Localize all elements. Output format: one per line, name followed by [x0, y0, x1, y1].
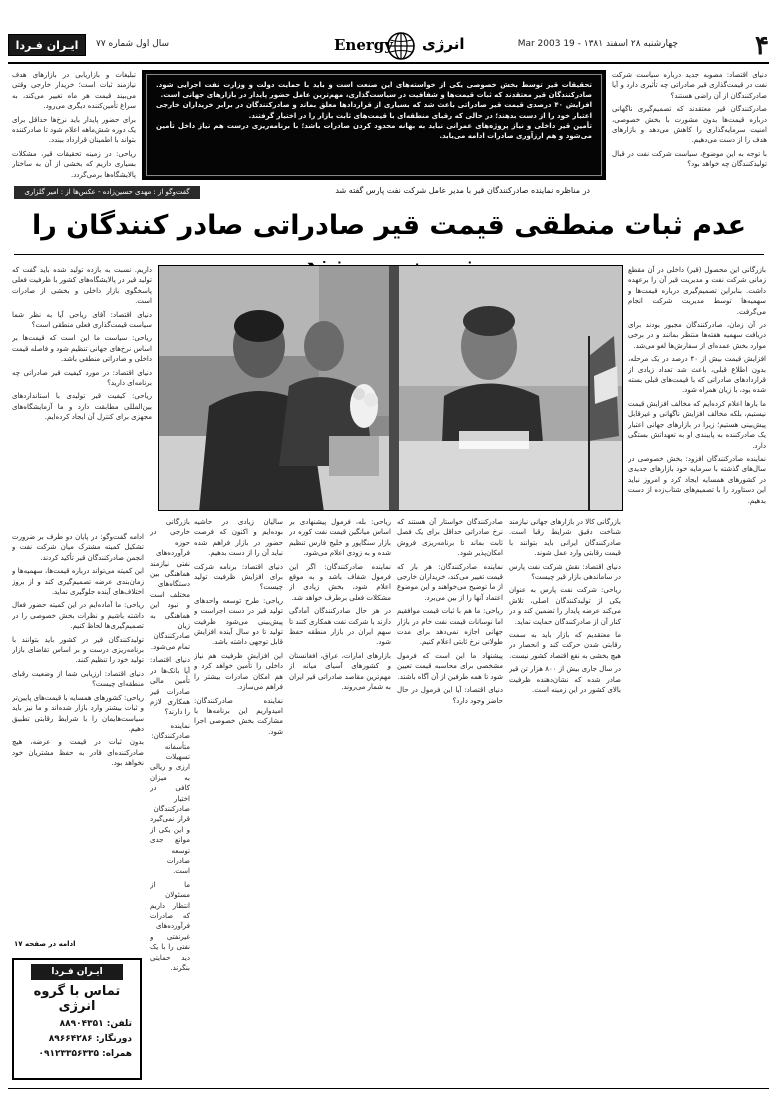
paragraph: تبلیغات و بازاریابی در بازارهای هدف نیازمند ثبات است؛ خریدار خارجی وقتی می‌بیند قیمت هر ماه تغییر می‌کند، به سراغ تأمین‌کننده دیگری می‌رود. [12, 71, 136, 111]
paragraph: ریاحی: شرکت نفت پارس به عنوان یکی از تولیدکنندگان اصلی، تلاش می‌کند عرضه پایدار را تضمین کند و در کنار آن از صادرکنندگان حمایت نماید. [509, 586, 621, 626]
page-number: ۴ [755, 31, 769, 61]
contact-title: تماس با گروه انرژی [33, 984, 121, 1014]
paragraph: تولیدکنندگان قیر در کشور باید بتوانند با برنامه‌ریزی درست و بر اساس تقاضای بازار تولید خود را تنظیم کنند. [12, 635, 144, 665]
paragraph: ریاحی: سیاست ما این است که قیمت‌ها بر اساس نرخ‌های جهانی تنظیم شود و فاصله قیمت داخلی و صادراتی منطقی باشد. [12, 334, 152, 364]
headline: عدم ثبات منطقی قیمت قیر صادراتی صادر کنندگان را [31, 210, 747, 241]
paragraph: دنیای اقتصاد: برنامه شرکت برای افزایش ظرفیت تولید چیست؟ [194, 562, 283, 592]
column-lower-1 [509, 517, 621, 1085]
paragraph: در سال جاری بیش از ۸۰۰ هزار تن قیر صادر شده که نشان‌دهنده ظرفیت بالای کشور در این زمینه است. [509, 665, 621, 695]
paragraph: این کمیته می‌تواند درباره قیمت‌ها، سهمیه‌ها و زمان‌بندی عرضه تصمیم‌گیری کند و از بروز اختلاف‌های آینده جلوگیری نماید. [12, 567, 144, 597]
contact-mobile: همراه: ۰۹۱۲۳۳۵۶۳۳۵ [38, 1049, 132, 1059]
contact-logo: ایـران فـردا [31, 964, 123, 980]
column-mid-right [628, 265, 766, 795]
paragraph: این افزایش ظرفیت هم نیاز داخلی را تأمین خواهد کرد و هم امکان صادرات بیشتر را فراهم می‌سازد. [194, 651, 283, 692]
paragraph: در آن زمان، صادرکنندگان مجبور بودند برای دریافت سهمیه هفته‌ها منتظر بمانند و در برخی موارد بخش عمده‌ای از سفارش‌ها لغو می‌شد. [628, 321, 766, 350]
paragraph: ادامه گفت‌وگو: در پایان دو طرف بر ضرورت تشکیل کمیته مشترک میان شرکت نفت و انجمن صادرکنندگان قیر تأکید کردند. [12, 533, 144, 562]
paragraph: سالیان زیادی در حاشیه بوده‌ایم و اکنون که فرصت حضور در بازار فراهم شده نباید آن را از دست بدهیم. [194, 518, 283, 558]
column-top-right [612, 70, 767, 182]
paragraph: ریاحی: کیفیت قیر تولیدی با استانداردهای بین‌المللی مطابقت دارد و ما آزمایشگاه‌های مجهزی برای کنترل آن ایجاد کرده‌ایم. [12, 392, 152, 422]
paragraph: دنیای اقتصاد: آیا بانک‌ها در تأمین مالی صادرات قیر همکاری لازم را دارند؟ [150, 656, 190, 717]
paragraph: بدون ثبات در قیمت و عرضه، هیچ صادرکننده‌ای قادر به حفظ مشتریان خود نخواهد بود. [12, 738, 144, 768]
paragraph: ریاحی: کشورهای همسایه با قیمت‌های پایین‌تر و ثبات بیشتر وارد بازار شده‌اند و ما نیز باید سیاست‌هایمان را با شرایط رقابتی تطبیق دهیم. [12, 693, 144, 733]
paragraph: بازارهای امارات، عراق، افغانستان و کشورهای آسیای میانه از مهم‌ترین مقاصد صادراتی قیر ایران به شمار می‌روند. [289, 651, 391, 692]
paragraph: دنیای اقتصاد: آیا این فرمول در حال حاضر وجود دارد؟ [397, 686, 503, 705]
globe-icon [386, 31, 416, 61]
section-title-fa: انرژی [422, 35, 465, 53]
contact-box [12, 958, 142, 1080]
paragraph: دنیای اقتصاد: نقش شرکت نفت پارس در ساماندهی بازار قیر چیست؟ [509, 562, 621, 582]
headline-rule [14, 254, 764, 255]
paragraph: ما معتقدیم که بازار باید به سمت رقابتی شدن حرکت کند و انحصار در هیچ بخشی به نفع اقتصاد کشور نیست. [509, 631, 621, 660]
paragraph: بازرگانی کالا در بازارهای جهانی نیازمند شناخت دقیق شرایط رقبا است. صادرکنندگان ایرانی باید بتوانند با قیمت رقابتی وارد عمل شوند. [509, 518, 621, 558]
highlight-box [142, 70, 606, 180]
column-lower-6 [12, 532, 144, 937]
paragraph: برای حضور پایدار باید نرخ‌ها حداقل برای یک دوره شش‌ماهه اعلام شود تا صادرکننده بتواند با اطمینان قرارداد ببندد. [12, 115, 136, 145]
paragraph: صادرکنندگان خواستار آن هستند که نرخ صادراتی حداقل برای یک فصل ثابت بماند تا برنامه‌ریزی فروش امکان‌پذیر شود. [397, 518, 503, 558]
paragraph: دنیای اقتصاد: در مورد کیفیت قیر صادراتی چه برنامه‌ای دارید؟ [12, 368, 152, 388]
article-photo [158, 265, 623, 511]
highlight-paragraph: افزایش ۴۰ درصدی قیمت قیر صادراتی باعث شد که بسیاری از قراردادها معلق بماند و صادرکنندگان در برابر خریداران خارجی اعتبار خود را از دست بدهند؛ در حالی که رقبای منطقه‌ای با قیمت‌های ثابت بازار را در اختیار گرفتند. [156, 101, 593, 120]
photo-credit: گفت‌وگو از : مهدی حسین‌زاده - عکس‌ها از : امیر گلزاری [14, 186, 200, 199]
contact-phone: تلفن: ۸۸۹۰۴۳۵۱ [59, 1019, 132, 1029]
paragraph: دنیای اقتصاد: آقای ریاحی آیا به نظر شما سیاست قیمت‌گذاری فعلی منطقی است؟ [12, 310, 152, 330]
column-lower-5 [150, 517, 190, 1085]
section-title-en: Energy [334, 36, 393, 54]
interview-photo-image [159, 266, 623, 511]
column-lower-3 [289, 517, 391, 1085]
paragraph: ما از مسئولان انتظار داریم که صادرات فرآورده‌های غیرنفتی و نفتی را با یک دید حمایتی بنگرند. [150, 880, 190, 973]
contact-fax: دورنگار: ۸۹۶۶۴۲۸۶ [48, 1034, 132, 1044]
header-rule [8, 62, 769, 64]
paragraph: داریم. نسبت به بازده تولید شده باید گفت که تولید قیر در پالایشگاه‌های کشور با ظرفیت فعلی پاسخگوی بازار داخلی و بخشی از صادرات است. [12, 266, 152, 306]
paragraph: ریاحی: بله، فرمول پیشنهادی بر اساس میانگین قیمت نفت کوره در بازار سنگاپور و خلیج فارس تنظیم شده و به زودی اعلام می‌شود. [289, 518, 391, 558]
paragraph: افزایش قیمت بیش از ۴۰ درصد در یک مرحله، بدون اطلاع قبلی، باعث شد تعداد زیادی از قراردادهای صادراتی که با قیمت‌های قبلی بسته شده بود، با زیان همراه شود. [628, 355, 766, 395]
issue-line: سال اول شماره ۷۷ [96, 39, 170, 49]
paragraph: نماینده صادرکنندگان: اگر این فرمول شفاف باشد و به موقع اعلام شود، بخش زیادی از مشکلات فعلی برطرف خواهد شد. [289, 562, 391, 602]
paragraph: پیشنهاد ما این است که فرمول مشخصی برای محاسبه قیمت تعیین شود تا همه طرفین از آن آگاه باشند. [397, 651, 503, 681]
paragraph: ریاحی: ما آماده‌ایم در این کمیته حضور فعال داشته باشیم و نظرات بخش خصوصی را در تصمیم‌گیری‌ها لحاظ کنیم. [12, 601, 144, 631]
footer-rule [8, 1088, 769, 1089]
column-top-left [12, 70, 136, 182]
paragraph: ریاحی: طرح توسعه واحدهای تولید قیر در دست اجراست و پیش‌بینی می‌شود ظرفیت تولید تا دو سال آینده افزایش قابل توجهی داشته باشد. [194, 596, 283, 647]
paragraph: در هر حال صادرکنندگان آمادگی دارند با شرکت نفت همکاری کنند تا سهم ایران در بازار منطقه حفظ شود. [289, 607, 391, 647]
paragraph: ما بارها اعلام کرده‌ایم که مخالف افزایش قیمت نیستیم، بلکه مخالف افزایش ناگهانی و غیرقابل پیش‌بینی هستیم؛ زیرا در بازارهای جهانی اعتبار یک صادرکننده به پایبندی او به تعهداتش بستگی دارد. [628, 399, 766, 450]
continued-note: ادامه در صفحه ۱۷ [14, 940, 76, 948]
paragraph: ریاحی: در زمینه تحقیقات قیر، مشکلات بسیاری داریم که بخشی از آن به ساختار پالایشگاه‌ها برمی‌گردد. [12, 149, 136, 179]
paragraph: نماینده صادرکنندگان: امیدواریم این برنامه‌ها با مشارکت بخش خصوصی اجرا شود. [194, 696, 283, 736]
paragraph: بازرگانی خارجی در حوزه فرآورده‌های نفتی نیازمند هماهنگی بین دستگاه‌های مختلف است و نبود این هماهنگی به زیان صادرکنندگان تمام می‌شود. [150, 518, 190, 651]
headline-kicker: در مناظره نماینده صادرکنندگان قیر با مدیر عامل شرکت نفت پارس گفته شد [335, 186, 590, 195]
paragraph: دنیای اقتصاد: ارزیابی شما از وضعیت رقبای منطقه‌ای چیست؟ [12, 669, 144, 689]
masthead-logo: ایـران فـردا [8, 34, 86, 56]
highlight-paragraph: تأمین قیر داخلی و نیاز پروژه‌های عمرانی نباید به بهانه محدود کردن صادرات باشد؛ با برنامه‌ریزی درست هم نیاز داخل تأمین می‌شود و هم ارزآوری صادرات ادامه می‌یابد. [156, 121, 592, 141]
column-mid-left [12, 265, 152, 527]
column-lower-2 [397, 517, 503, 1085]
paragraph: با توجه به این موضوع، سیاست شرکت نفت در قبال تولیدکنندگان چه خواهد بود؟ [612, 149, 767, 169]
paragraph: دنیای اقتصاد: مصوبه جدید درباره سیاست شرکت نفت در قیمت‌گذاری قیر صادراتی چه تأثیری دارد و آیا صادرکنندگان از آن راضی هستند؟ [612, 71, 767, 100]
column-lower-4 [194, 517, 283, 1085]
dateline: چهارشنبه ۲۸ اسفند ۱۳۸۱ - 19 Mar 2003 [517, 39, 678, 49]
paragraph: نماینده صادرکنندگان: متأسفانه تسهیلات ارزی و ریالی به میزان کافی در اختیار صادرکنندگان قرار نمی‌گیرد و این یکی از موانع جدی توسعه صادرات است. [150, 721, 190, 876]
page-header [8, 30, 769, 62]
paragraph: صادرکنندگان قیر معتقدند که تصمیم‌گیری ناگهانی درباره قیمت‌ها بدون مشورت با بخش خصوصی، امنیت سرمایه‌گذاری را کاهش می‌دهد و بازارهای هدف را از دست می‌دهیم. [612, 105, 767, 145]
paragraph: بازرگانی این محصول (قیر) داخلی در آن مقطع زمانی شرکت نفت و مدیریت قیر آن را برعهده داشت. بنابراین تصمیم‌گیری درباره قیمت‌ها و سهمیه‌ها توسط مدیریت شرکت انجام می‌گرفت. [628, 266, 766, 316]
paragraph: ریاحی: ما هم با ثبات قیمت موافقیم اما نوسانات قیمت نفت خام در بازار جهانی اجازه نمی‌دهد برای مدت طولانی نرخ ثابتی اعلام کنیم. [397, 607, 503, 647]
highlight-paragraph: تحقیقات قیر توسط بخش خصوصی یکی از خواسته‌های این صنعت است و باید با حمایت دولت و وزارت نفت اجرایی شود. صادرکنندگان قیر معتقدند که ثبات قیمت‌ها و شفافیت در سیاست‌گذاری، مهم‌ترین عامل حضور پایدار در بازارهای جهانی است. [156, 81, 592, 100]
paragraph: نماینده صادرکنندگان: هر بار که قیمت تغییر می‌کند، خریداران خارجی از ما توضیح می‌خواهند و این موضوع اعتماد آنها را از بین می‌برد. [397, 562, 503, 602]
paragraph: نماینده صادرکنندگان افزود: بخش خصوصی در سال‌های گذشته با سرمایه خود بازارهای جدیدی در کشورهای همسایه ایجاد کرد و امروز نباید این دستاورد را با تصمیم‌های شتاب‌زده از دست بدهیم. [628, 454, 766, 505]
